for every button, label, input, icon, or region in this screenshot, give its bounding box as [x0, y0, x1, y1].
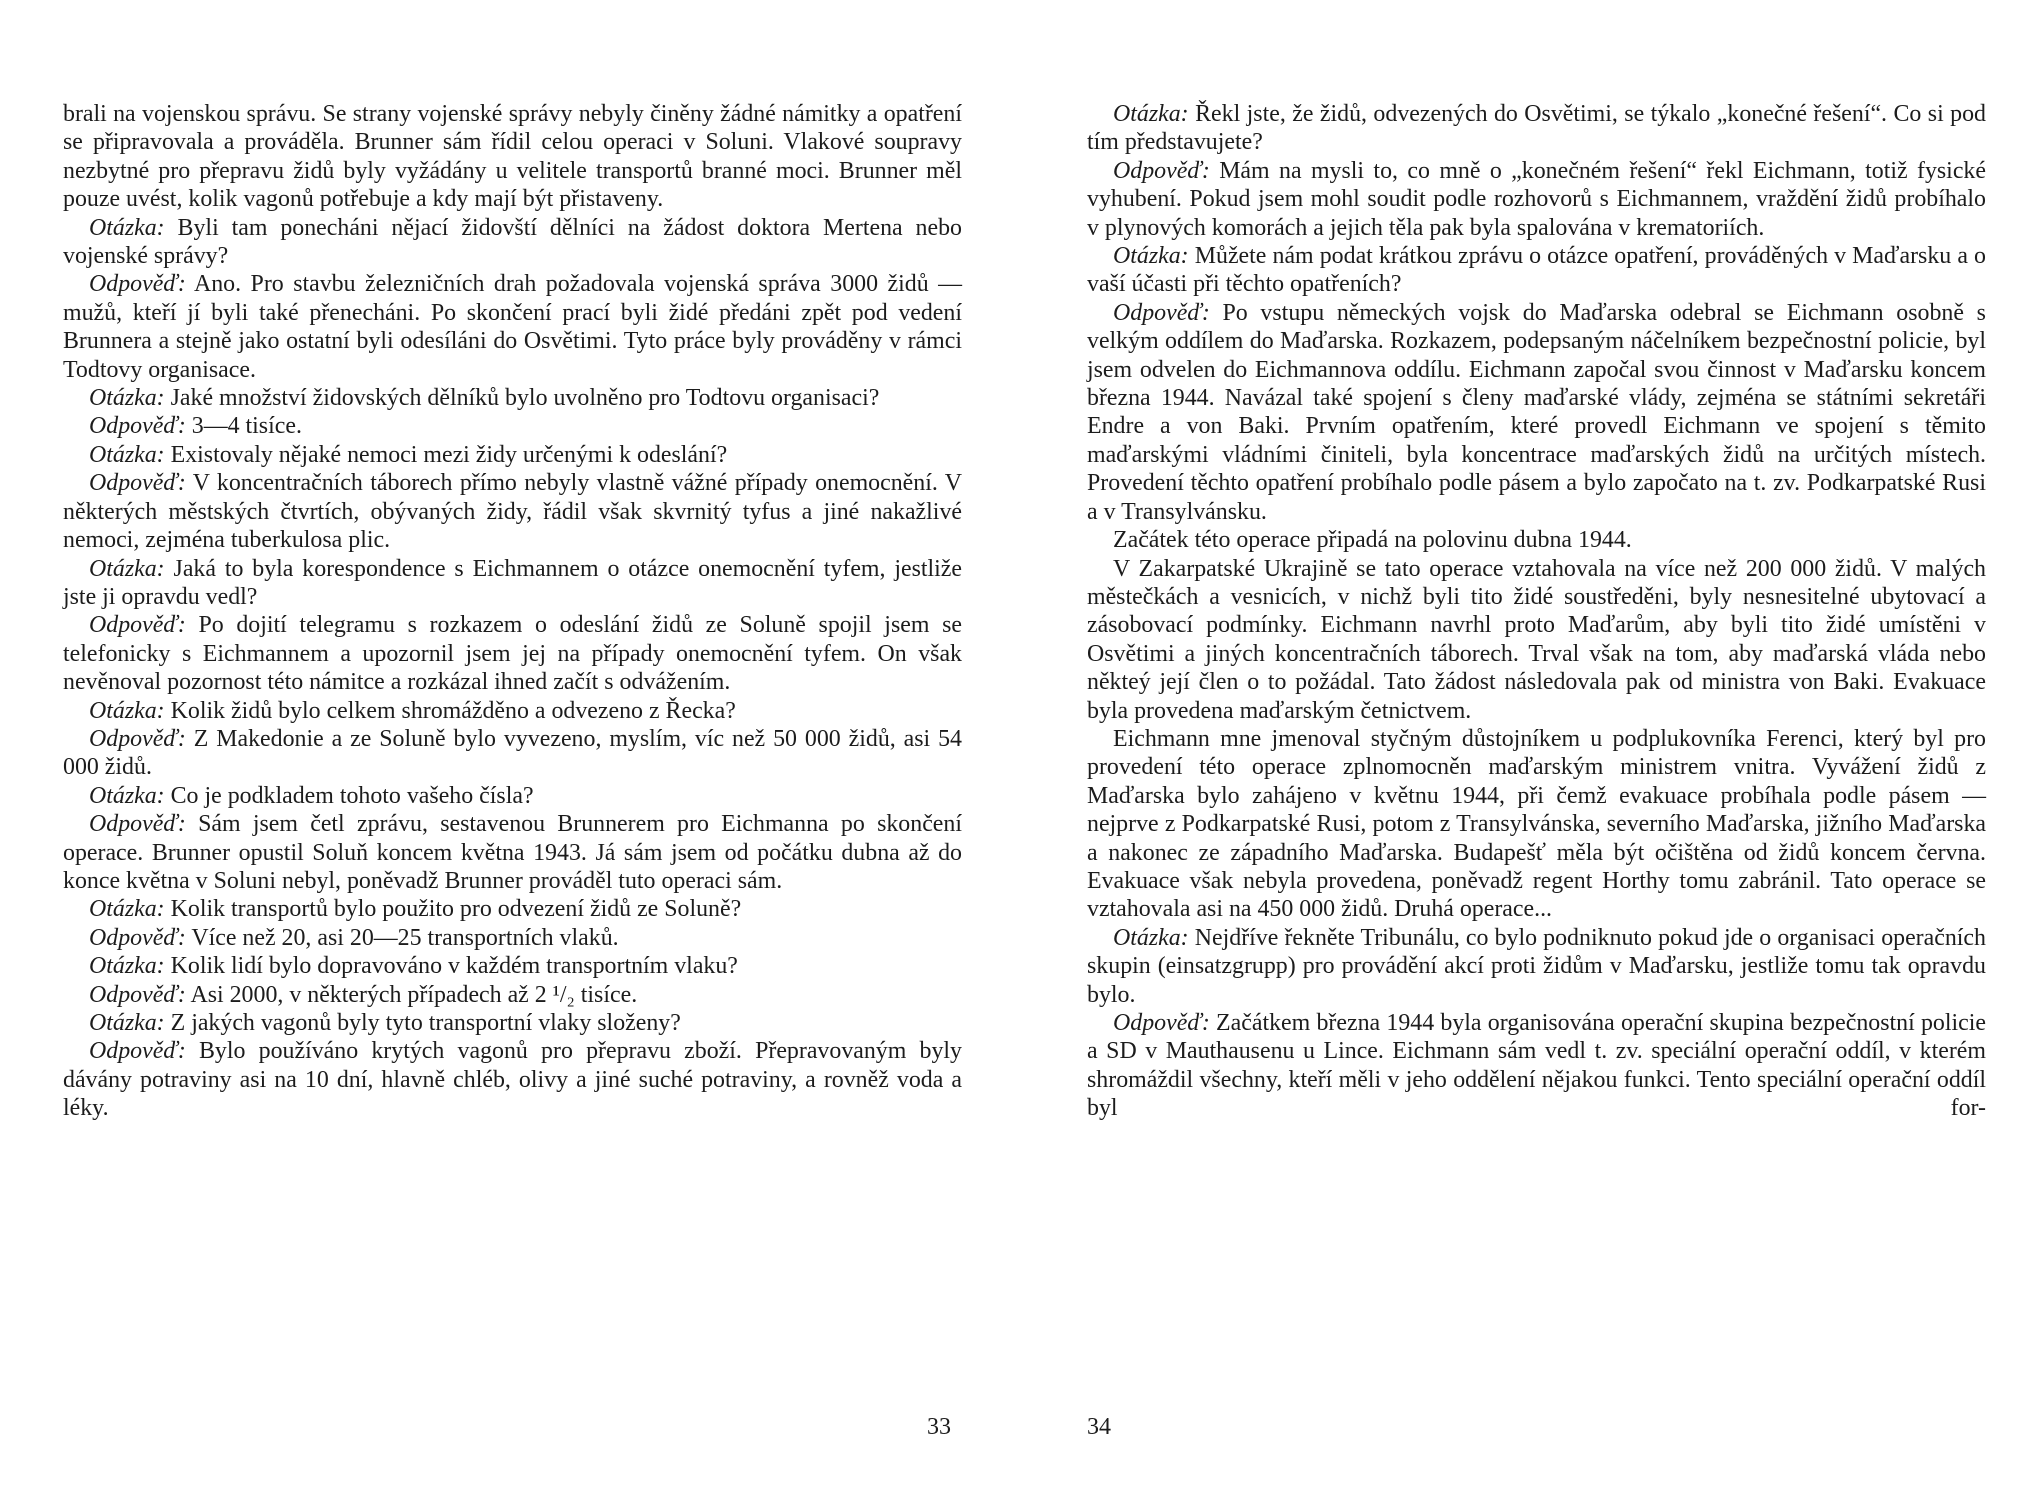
speaker-label: Odpověď:: [89, 470, 186, 497]
paragraph-text: Sám jsem četl zprávu, sestavenou Brunnerem pro Eichmanna po skončení operace. Brunner opustil Soluň koncem května 1943. Já sám jsem od počátku dubna až do konce května v Soluni nebyl, poněvadž Brunner prováděl tuto operaci sám.: [63, 811, 962, 894]
speaker-label: Odpověď:: [89, 981, 186, 1008]
speaker-label: Odpověď:: [89, 811, 186, 838]
paragraph-text: Eichmann mne jmenoval styčným důstojníkem u podplukovníka Ferenci, který byl pro provedení této operace zplnomocněn maďarským ministrem vnitra. Vyvážení židů z Maďarska bylo zahájeno v květnu 1944, při čemž evakuace probíhala podle pásem — nejprve z Podkarpatské Rusi, potom z Transylvánska, severního Maďarska, jižního Maďarska a nakonec ze západního Maďarska. Budapešť měla být očištěna od židů koncem června. Evakuace však nebyla provedena, poněvadž regent Horthy tomu zabránil. Tato operace se vztahovala asi na 450 000 židů. Druhá operace...: [1087, 725, 1986, 923]
paragraph-text: Ano. Pro stavbu železničních drah požadovala vojenská správa 3000 židů — mužů, kteří jí byli také přenecháni. Po skončení prací byli židé předáni zpět pod vedení Brunnera a stejně jako ostatní byli odesíláni do Osvětimi. Tyto práce byly prováděny v rámci Todtovy organisace.: [63, 271, 962, 383]
page-number: 33: [927, 1414, 951, 1440]
speaker-label: Otázka:: [89, 1010, 165, 1036]
paragraph: [63, 469, 962, 554]
paragraph: [63, 924, 962, 952]
speaker-label: Odpověď:: [89, 612, 186, 639]
speaker-label: Odpověď:: [89, 924, 186, 951]
paragraph: [63, 1009, 962, 1037]
paragraph: [63, 981, 962, 1009]
paragraph-text: Z jakých vagonů byly tyto transportní vlaky složeny?: [170, 1010, 681, 1036]
paragraph: [63, 384, 962, 412]
paragraph-text: Kolik lidí bylo dopravováno v každém transportním vlaku?: [170, 953, 738, 980]
paragraph: [63, 555, 962, 612]
speaker-label: Otázka:: [89, 441, 165, 468]
paragraph-text: brali na vojenskou správu. Se strany vojenské správy nebyly činěny žádné námitky a opatření se připravovala a prováděla. Brunner sám řídil celou operaci v Soluni. Vlakové soupravy nezbytné pro přepravu židů byly vyžádány u velitele transportů branné moci. Brunner měl pouze uvést, kolik vagonů potřebuje a kdy mají být přistaveny.: [63, 101, 962, 213]
page-number: 34: [1087, 1414, 1111, 1440]
paragraph: [1087, 526, 1986, 554]
paragraph-text: Řekl jste, že židů, odvezených do Osvětimi, se týkalo „konečné řešení“. Co si pod tím představujete?: [1087, 101, 1987, 156]
speaker-label: Otázka:: [89, 782, 165, 809]
paragraph: [63, 611, 962, 696]
paragraph: [1087, 1009, 1986, 1123]
paragraph-text: V Zakarpatské Ukrajině se tato operace vztahovala na více než 200 000 židů. V malých městečkách a vesnicích, v nichž byli tito židé soustředěni, byly nesnesitelné ubytovací a zásobovací podmínky. Eichmann navrhl proto Maďarům, aby byli tito židé umístěni v Osvětimi a jiných koncentračních táborech. Trval však na tom, aby maďarská vláda nebo někteý její člen o to požádal. Tato žádost následovala pak od ministra von Baki. Evakuace byla provedena maďarským četnictvem.: [1087, 555, 1986, 724]
paragraph-text: Jaká to byla korespondence s Eichmannem o otázce onemocnění tyfem, jestliže jste ji opravdu vedl?: [63, 555, 962, 610]
speaker-label: Odpověď:: [89, 413, 186, 440]
paragraph-text: Z Makedonie a ze Soluně bylo vyvezeno, myslím, víc než 50 000 židů, asi 54 000 židů.: [63, 725, 962, 781]
speaker-label: Otázka:: [89, 385, 165, 412]
right-page-text: [1087, 100, 1986, 1123]
left-page-text: [63, 100, 962, 1123]
paragraph-text: V koncentračních táborech přímo nebyly vlastně vážné případy onemocnění. V některých městských čtvrtích, obývaných židy, řádil však skvrnitý tyfus a jiné nakažlivé nemoci, zejména tuberkulosa plic.: [63, 470, 962, 554]
speaker-label: Odpověď:: [1113, 1010, 1210, 1036]
paragraph-text: Začátek této operace připadá na polovinu dubna 1944.: [1113, 527, 1632, 554]
paragraph-text: Existovaly nějaké nemoci mezi židy určenými k odeslání?: [170, 441, 728, 468]
paragraph: [63, 270, 962, 384]
paragraph: [63, 725, 962, 782]
paragraph: [1087, 725, 1986, 924]
paragraph-text: Kolik transportů bylo použito pro odvezení židů ze Soluně?: [170, 896, 742, 923]
paragraph: [63, 441, 962, 469]
paragraph-text: Po vstupu německých vojsk do Maďarska odebral se Eichmann osobně s velkým oddílem do Maďarska. Rozkazem, podepsaným náčelníkem bezpečnostní policie, byl jsem odvelen do Eichmannova oddílu. Eichmann započal svou činnost v Maďarsku koncem března 1944. Navázal také spojení s členy maďarské vlády, zejména se státními sekretáři Endre a von Baki. Prvním opatřením, které provedl Eichmann ve spojení s těmito maďarskými vládními činiteli, byla koncentrace maďarských židů na určitých místech. Provedení těchto opatření probíhalo podle pásem a bylo započato na t. zv. Podkarpatské Rusi a v Transylvánsku.: [1087, 299, 1986, 525]
paragraph-text: Můžete nám podat krátkou zprávu o otázce opatření, prováděných v Maďarsku a o vaší účasti při těchto opatřeních?: [1087, 243, 1986, 298]
paragraph-text: Více než 20, asi 20—25 transportních vlaků.: [191, 924, 619, 951]
paragraph: [63, 810, 962, 895]
paragraph: [63, 214, 962, 271]
speaker-label: Odpověď:: [89, 725, 186, 752]
speaker-label: Otázka:: [89, 953, 165, 980]
speaker-label: Otázka:: [89, 697, 165, 724]
speaker-label: Otázka:: [89, 555, 165, 582]
paragraph-text: Bylo používáno krytých vagonů pro přepravu zboží. Přepravovaným byly dávány potraviny asi na 10 dní, hlavně chléb, olivy a jiné suché potraviny, a rovněž voda a léky.: [63, 1038, 962, 1122]
speaker-label: Odpověď:: [89, 1038, 186, 1065]
paragraph-text: Jaké množství židovských dělníků bylo uvolněno pro Todtovu organisaci?: [170, 385, 880, 412]
speaker-label: Otázka:: [1113, 243, 1189, 270]
paragraph-text: Byli tam ponecháni nějací židovští dělníci na žádost doktora Mertena nebo vojenské správy?: [63, 214, 962, 270]
paragraph: [63, 100, 962, 214]
speaker-label: Otázka:: [89, 214, 165, 241]
paragraph: [63, 895, 962, 923]
paragraph-text: Po dojití telegramu s rozkazem o odeslání židů ze Soluně spojil jsem se telefonicky s Eichmannem a upozornil jsem jej na případy onemocnění tyfem. On však nevěnoval pozornost této námitce a rozkázal ihned začít s odvážením.: [63, 612, 962, 696]
paragraph-text: Kolik židů bylo celkem shromážděno a odvezeno z Řecka?: [170, 697, 736, 724]
paragraph: [63, 782, 962, 810]
paragraph: [63, 697, 962, 725]
paragraph: [63, 1037, 962, 1122]
paragraph-text: Asi 2000, v některých případech až 2 ¹/₂ tisíce.: [190, 981, 638, 1008]
paragraph-text: 3—4 tisíce.: [191, 413, 302, 440]
paragraph: [1087, 157, 1986, 242]
paragraph-text: Začátkem března 1944 byla organisována operační skupina bezpečnostní policie a SD v Mauthausenu u Lince. Eichmann sám vedl t. zv. speciální operační oddíl, v kterém shromáždil všechny, kteří měli v jeho oddělení nějakou funkci. Tento speciální operační oddíl byl for-: [1087, 1010, 1986, 1122]
paragraph: [1087, 924, 1986, 1009]
paragraph: [63, 412, 962, 440]
speaker-label: Odpověď:: [1113, 157, 1210, 184]
speaker-label: Odpověď:: [1113, 299, 1210, 326]
paragraph: [1087, 299, 1986, 526]
paragraph-text: Co je podkladem tohoto vašeho čísla?: [170, 782, 534, 809]
speaker-label: Otázka:: [1113, 924, 1189, 951]
paragraph: [1087, 242, 1986, 299]
speaker-label: Odpověď:: [89, 271, 186, 298]
speaker-label: Otázka:: [89, 896, 165, 923]
speaker-label: Otázka:: [1113, 101, 1189, 127]
paragraph: [1087, 100, 1986, 157]
paragraph-text: Nejdříve řekněte Tribunálu, co bylo podniknuto pokud jde o organisaci operačních skupin (einsatzgrupp) pro provádění akcí proti židům v Maďarsku, jestliže tomu tak opravdu bylo.: [1087, 924, 1986, 1008]
paragraph: [63, 952, 962, 980]
paragraph: [1087, 555, 1986, 725]
paragraph-text: Mám na mysli to, co mně o „konečném řešení“ řekl Eichmann, totiž fysické vyhubení. Pokud jsem mohl soudit podle rozhovorů s Eichmannem, vraždění židů probíhalo v plynových komorách a jejich těla pak byla spalována v krematoriích.: [1087, 157, 1986, 241]
